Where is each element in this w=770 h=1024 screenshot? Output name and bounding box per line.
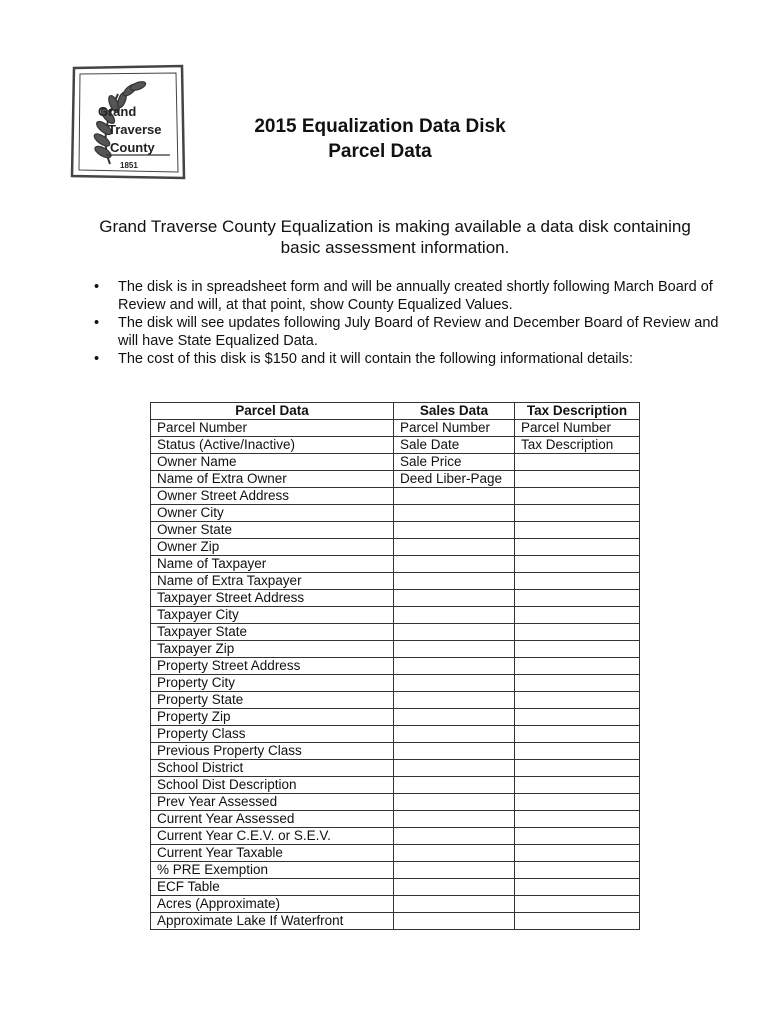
header-sales-data: Sales Data [394,403,515,420]
table-cell: Taxpayer Street Address [151,590,394,607]
table-cell [394,488,515,505]
table-cell [515,879,640,896]
header-tax-description: Tax Description [515,403,640,420]
table-cell [515,539,640,556]
table-row [151,862,640,879]
table-row [151,743,640,760]
table-cell [515,913,640,930]
table-cell: Taxpayer Zip [151,641,394,658]
table-body [151,420,640,930]
table-row [151,590,640,607]
table-cell [515,811,640,828]
table-cell [515,488,640,505]
table-row [151,488,640,505]
table-cell: Property Zip [151,709,394,726]
table-row [151,607,640,624]
table-row [151,573,640,590]
table-cell [394,658,515,675]
table-cell [515,675,640,692]
table-cell: Sale Price [394,454,515,471]
table-cell: Property State [151,692,394,709]
table-row [151,539,640,556]
table-cell [515,624,640,641]
table-cell [515,777,640,794]
table-row [151,437,640,454]
table-cell [515,709,640,726]
bullet-icon: • [94,315,100,331]
table-row [151,896,640,913]
table-cell: Owner Street Address [151,488,394,505]
table-row [151,471,640,488]
table-row [151,777,640,794]
table-cell [515,862,640,879]
table-cell [515,794,640,811]
document-title: 2015 Equalization Data Disk [254,116,506,137]
table-cell: ECF Table [151,879,394,896]
table-cell [394,539,515,556]
table-cell [394,845,515,862]
bullet-list [90,278,730,368]
bullet-item: • The cost of this disk is $150 and it will contain the following informational details: [94,351,634,367]
table-cell: Owner Name [151,454,394,471]
table-cell [515,641,640,658]
table-cell: Name of Taxpayer [151,556,394,573]
table-cell [515,896,640,913]
table-row [151,794,640,811]
table-cell [394,522,515,539]
table-row [151,454,640,471]
table-cell: Prev Year Assessed [151,794,394,811]
table-cell [394,641,515,658]
table-cell [515,828,640,845]
table-cell [394,505,515,522]
table-cell [394,760,515,777]
table-cell [515,556,640,573]
table-cell: Name of Extra Owner [151,471,394,488]
table-row [151,760,640,777]
table-cell: Previous Property Class [151,743,394,760]
table-row [151,658,640,675]
table-cell: Acres (Approximate) [151,896,394,913]
table-cell [394,675,515,692]
table-row [151,641,640,658]
table-cell [515,658,640,675]
table-cell: Name of Extra Taxpayer [151,573,394,590]
table-row [151,828,640,845]
table-row [151,913,640,930]
bullet-icon: • [94,279,100,295]
bullet-item: • The disk is in spreadsheet form and will be annually created shortly following March Board of Review and will, at that point, show County Equalized Values. [94,279,713,313]
table-cell [515,692,640,709]
table-cell [394,590,515,607]
table-cell: Deed Liber-Page [394,471,515,488]
table-cell: Current Year C.E.V. or S.E.V. [151,828,394,845]
table-cell [394,913,515,930]
table-cell: Property City [151,675,394,692]
table-cell: Owner State [151,522,394,539]
table-row [151,845,640,862]
table-cell [515,522,640,539]
table-cell: Parcel Number [151,420,394,437]
bullet-item: • The disk will see updates following July Board of Review and December Board of Review and will have State Equalized Data. [94,315,719,349]
table-cell [515,590,640,607]
county-logo [70,64,188,182]
table-cell: Property Street Address [151,658,394,675]
logo-year: 1851 [120,161,138,170]
table-cell: Taxpayer City [151,607,394,624]
table-header-row [151,403,640,420]
table-row [151,420,640,437]
header-parcel-data: Parcel Data [151,403,394,420]
table-cell [515,573,640,590]
table-row [151,522,640,539]
table-cell [394,573,515,590]
table-cell: Owner City [151,505,394,522]
table-cell [515,726,640,743]
table-cell [515,760,640,777]
table-cell [394,879,515,896]
table-cell: School Dist Description [151,777,394,794]
logo-line2: Traverse [108,122,162,137]
table-cell [515,454,640,471]
table-cell: Sale Date [394,437,515,454]
table-row [151,505,640,522]
table-cell: Tax Description [515,437,640,454]
table-cell: Property Class [151,726,394,743]
table-cell [394,607,515,624]
table-cell [394,794,515,811]
table-cell: Current Year Taxable [151,845,394,862]
table-cell: Status (Active/Inactive) [151,437,394,454]
table-cell: Parcel Number [394,420,515,437]
intro-paragraph: Grand Traverse County Equalization is making available a data disk containing basic assessment information. [99,217,691,257]
table-cell [394,709,515,726]
table-cell [394,828,515,845]
table-cell [394,624,515,641]
table-cell [394,862,515,879]
logo-line1: Grand [98,104,137,119]
table-cell [394,896,515,913]
document-subtitle: Parcel Data [328,141,432,162]
bullet-icon: • [94,351,100,367]
table-row [151,726,640,743]
table-cell: Taxpayer State [151,624,394,641]
table-row [151,692,640,709]
table-cell: % PRE Exemption [151,862,394,879]
table-cell [394,777,515,794]
table-cell [394,811,515,828]
table-cell [515,845,640,862]
table-cell [394,726,515,743]
table-row [151,811,640,828]
table-cell: Parcel Number [515,420,640,437]
table-cell [515,505,640,522]
table-cell: Approximate Lake If Waterfront [151,913,394,930]
table-row [151,879,640,896]
table-cell: Owner Zip [151,539,394,556]
table-row [151,624,640,641]
logo-line3: County [110,140,155,155]
details-table [150,402,640,930]
table-row [151,556,640,573]
table-cell [515,743,640,760]
table-cell [394,743,515,760]
table-row [151,675,640,692]
table-cell: Current Year Assessed [151,811,394,828]
table-cell [394,692,515,709]
table-cell: School District [151,760,394,777]
table-row [151,709,640,726]
title-block [230,114,530,164]
table-cell [394,556,515,573]
table-cell [515,607,640,624]
table-cell [515,471,640,488]
